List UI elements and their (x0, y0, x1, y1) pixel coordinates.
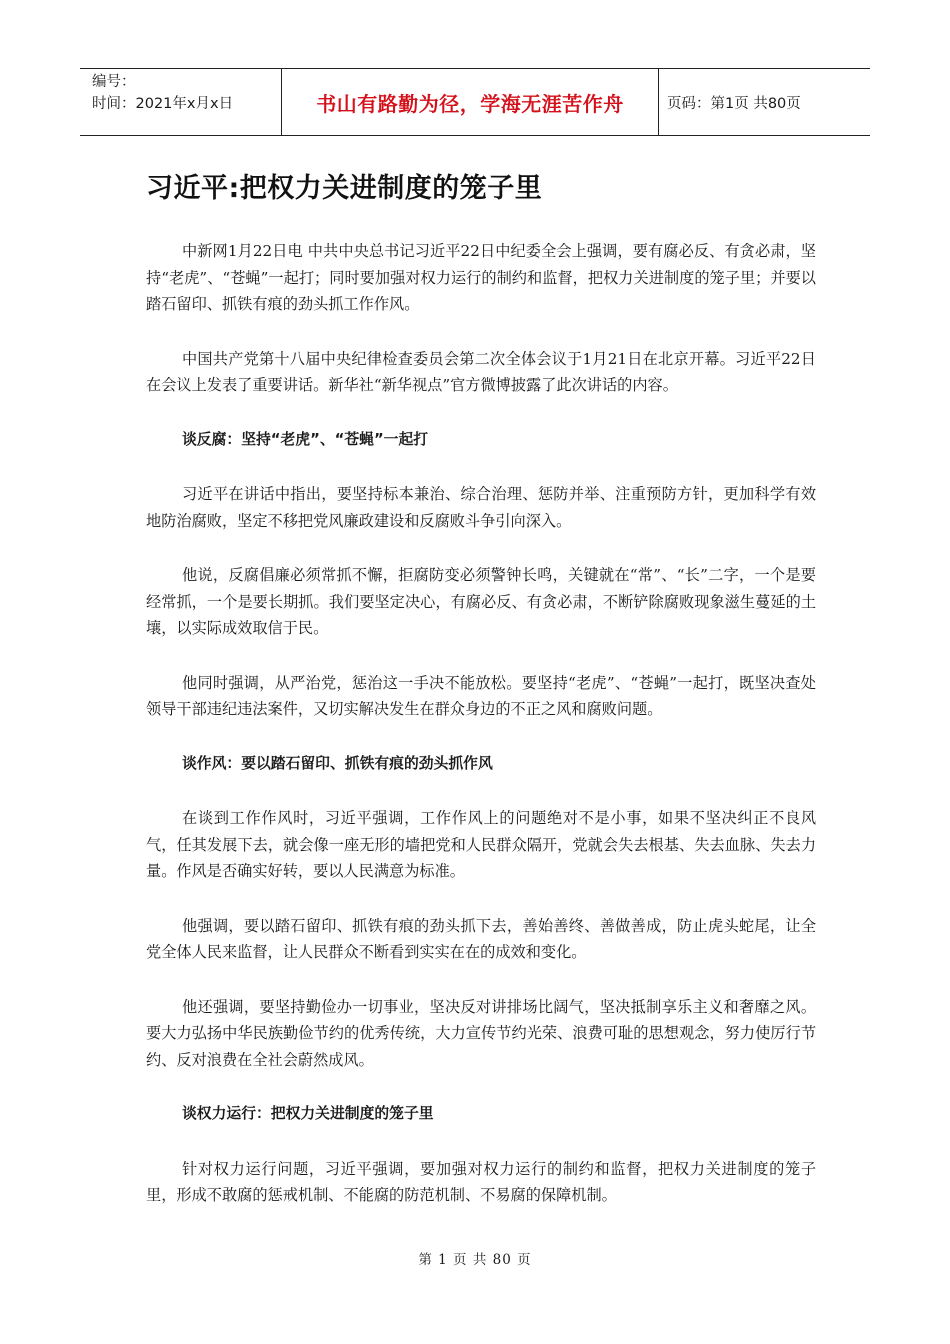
paragraph: 针对权力运行问题，习近平强调，要加强对权力运行的制约和监督，把权力关进制度的笼子里，形成不敢腐的惩戒机制、不能腐的防范机制、不易腐的保障机制。 (146, 1159, 816, 1204)
document-title: 习近平:把权力关进制度的笼子里 (146, 173, 543, 204)
number-label: 编号： (92, 74, 136, 90)
section-heading: 谈作风：要以踏石留印、抓铁有痕的劲头抓作风 (182, 754, 493, 772)
paragraph: 在谈到工作作风时，习近平强调，工作作风上的问题绝对不是小事，如果不坚决纠正不良风气，任其发展下去，就会像一座无形的墙把党和人民群众隔开，党就会失去根基、失去血脉、失去力量。作风是否确实好转，要以人民满意为标准。 (146, 809, 816, 880)
page-footer: 第 1 页 共 80 页 (418, 1252, 532, 1268)
paragraph: 他同时强调，从严治党，惩治这一手决不能放松。要坚持“老虎”、“苍蝇”一起打，既坚决查处领导干部违纪违法案件，又切实解决发生在群众身边的不正之风和腐败问题。 (146, 673, 816, 718)
time-label: 时间：2021年x月x日 (92, 96, 234, 112)
header-page-cell (659, 69, 870, 135)
paragraph: 习近平在讲话中指出，要坚持标本兼治、综合治理、惩防并举、注重预防方针，更加科学有效地防治腐败，坚定不移把党风廉政建设和反腐败斗争引向深入。 (146, 485, 816, 530)
header-table (80, 68, 870, 136)
section-heading: 谈权力运行：把权力关进制度的笼子里 (182, 1105, 434, 1122)
header-motto-cell (282, 69, 659, 135)
section-heading: 谈反腐：坚持“老虎”、“苍蝇”一起打 (182, 430, 429, 448)
paragraph: 他强调，要以踏石留印、抓铁有痕的劲头抓下去，善始善终、善做善成，防止虎头蛇尾，让全党全体人民来监督，让人民群众不断看到实实在在的成效和变化。 (146, 916, 816, 961)
motto-text: 书山有路勤为径，学海无涯苦作舟 (316, 91, 624, 116)
page-info: 页码：第1页 共80页 (667, 95, 801, 112)
paragraph: 他说，反腐倡廉必须常抓不懈，拒腐防变必须警钟长鸣，关键就在“常”、“长”二字，一个是要经常抓，一个是要长期抓。我们要坚定决心，有腐必反、有贪必肃，不断铲除腐败现象滋生蔓延的土壤，以实际成效取信于民。 (146, 566, 816, 637)
paragraph: 中新网1月22日电 中共中央总书记习近平22日中纪委全会上强调，要有腐必反、有贪必肃，坚持“老虎”、“苍蝇”一起打；同时要加强对权力运行的制约和监督，把权力关进制度的笼子里；并要以踏石留印、抓铁有痕的劲头抓工作作风。 (146, 242, 816, 313)
paragraph: 他还强调，要坚持勤俭办一切事业，坚决反对讲排场比阔气，坚决抵制享乐主义和奢靡之风。要大力弘扬中华民族勤俭节约的优秀传统，大力宣传节约光荣、浪费可耻的思想观念，努力使厉行节约、反对浪费在全社会蔚然成风。 (146, 997, 816, 1069)
article-body (146, 238, 816, 1237)
header-meta-cell (80, 69, 282, 135)
paragraph: 中国共产党第十八届中央纪律检查委员会第二次全体会议于1月21日在北京开幕。习近平22日在会议上发表了重要讲话。新华社“新华视点”官方微博披露了此次讲话的内容。 (146, 349, 816, 394)
